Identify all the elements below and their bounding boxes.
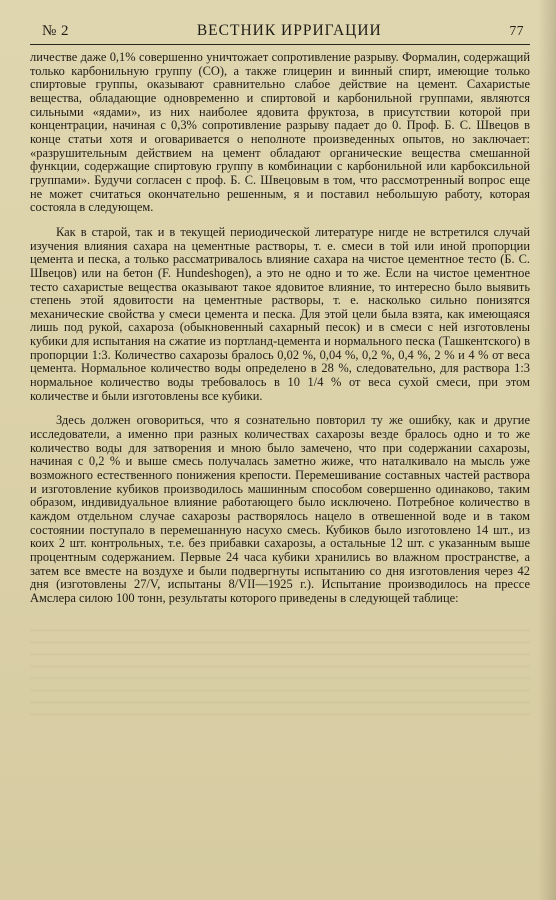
page-header bbox=[30, 22, 530, 45]
bleed-through-area bbox=[30, 620, 530, 720]
page-number: 77 bbox=[509, 23, 524, 38]
article-body bbox=[30, 51, 530, 606]
paragraph: личестве даже 0,1% совершенно уничтожает сопротивление разрыву. Формалин, содержащий только карбонильную группу (СО), а также глицерин и винный спирт, имеющие только спиртовые группы, оказывают сравнительно слабое действие на цемент. Сахаристые вещества, обладающие одновременно и спиртовой и карбонильной группами, являются сильными «ядами», из них наиболее ядовита фруктоза, в присутствии которой при концентрации, начиная с 0,3% сопротивление разрыву падает до 0. Проф. Б. С. Швецов в конце статьи хотя и оговаривается о неполноте произведенных опытов, но заключает: «разрушительным действием на цемент обладают органические вещества смешанной функции, содержащие спиртовую группу в комбинации с карбонильной или карбоксильной группами». Будучи согласен с проф. Б. С. Швецовым в том, что рассмотренный вопрос еще не может считаться окончательно решенным, я и поставил небольшую работу, которая состояла в следующем. bbox=[30, 50, 530, 215]
paragraph: Здесь должен оговориться, что я сознательно повторил ту же ошибку, как и другие исследователи, а именно при разных количествах сахарозы везде бралось одно и то же количество воды для затворения и мною было замечено, что при содержании сахарозы, начиная с 0,2 % и выше смесь получалась заметно жиже, что наталкивало на мысль уже возможного естественного понижения крепости. Перемешивание составных частей раствора и изготовление кубиков производилось машинным способом совершенно одинаково, таким образом, индивидуальное влияние работающего было исключено. Потребное количество в каждом отдельном случае сахарозы растворялось нацело в отвешенной воде и в таком состоянии поступало в перемешанную насухо смесь. Кубиков было изготовлено 14 шт., из коих 2 шт. контрольных, т.е. без прибавки сахарозы, а остальные 12 шт. с указанным выше процентным содержанием. Первые 24 часа кубики хранились во влажном пространстве, а затем все вместе на воздухе и были подвергнуты испытанию со дня изготовления через 42 дня (изготовлены 27/V, испытаны 8/VII—1925 г.). Испытание производилось на прессе Амслера силою 100 тонн, результаты которого приведены в следующей таблице: bbox=[30, 413, 530, 605]
journal-title: ВЕСТНИК ИРРИГАЦИИ bbox=[196, 22, 382, 39]
paragraph: Как в старой, так и в текущей периодической литературе нигде не встретился случай изучения влияния сахара на цементные растворы, т. е. смеси в той или иной пропорции цемента и песка, а только рассматривалось влияние сахара на чистое цементное тесто (Б. С. Швецов) или на бетон (F. Hundeshogen), а это не одно и то же. Если на чистое цементное тесто сахаристые вещества оказывают такое ядовитое влияние, то интересно было выявить степень этой ядовитости на цементные растворы, т. е. насколько сильно понизятся механические свойства у смеси цемента и песка. Для этой цели была взята, как имеющаяся лишь под рукой, сахароза (обыкновенный сахарный песок) и в смеси с ней изготовлены кубики для испытания на сжатие из портланд-цемента и нормального песка (Ташкентского) в пропорции 1:3. Количество сахарозы бралось 0,02 %, 0,04 %, 0,2 %, 0,4 %, 2 % и 4 % от веса цемента. Нормальное количество воды определено в 28 %, следовательно, для раствора 1:3 нормальное количество воды требовалось в 10 1/4 % от веса сухой смеси, при этом количестве и были изготовлены все кубики. bbox=[30, 224, 530, 403]
issue-number: № 2 bbox=[42, 23, 70, 39]
